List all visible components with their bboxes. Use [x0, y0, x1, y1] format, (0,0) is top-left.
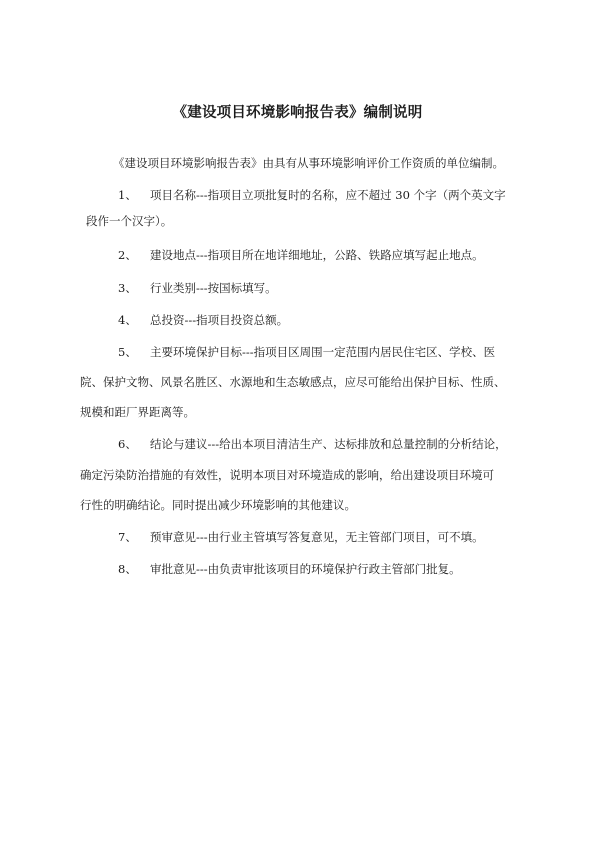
item-text-line: 结论与建议---给出本项目清洁生产、达标排放和总量控制的分析结论， [150, 437, 507, 451]
item-text-line: 总投资---指项目投资总额。 [150, 313, 289, 327]
item-number: 7、 [118, 530, 137, 544]
item-text-line: 行性的明确结论。同时提出减少环境影响的其他建议。 [80, 498, 356, 512]
item-text-line: 预审意见---由行业主管填写答复意见，无主管部门项目，可不填。 [150, 530, 484, 544]
item-number: 5、 [118, 345, 137, 359]
item-text-line: 行业类别---按国标填写。 [150, 281, 277, 295]
item-number: 6、 [118, 437, 137, 451]
item-text-line: 段作一个汉字）。 [86, 214, 173, 228]
item-text-line: 项目名称---指项目立项批复时的名称，应不超过 30 个字（两个英文字 [150, 188, 506, 202]
item-text-line: 审批意见---由负责审批该项目的环境保护行政主管部门批复。 [150, 562, 461, 576]
item-number: 1、 [118, 188, 137, 202]
item-text-line: 院、保护文物、风景名胜区、水源地和生态敏感点，应尽可能给出保护目标、性质、 [80, 375, 506, 389]
item-number: 8、 [118, 562, 137, 576]
document-title: 《建设项目环境影响报告表》编制说明 [172, 105, 423, 121]
item-number: 3、 [118, 281, 137, 295]
item-text-line: 建设地点---指项目所在地详细地址，公路、铁路应填写起止地点。 [150, 248, 484, 262]
item-text-line: 确定污染防治措施的有效性，说明本项目对环境造成的影响，给出建设项目环境可 [80, 468, 494, 482]
item-number: 2、 [118, 248, 137, 262]
item-text-line: 规模和距厂界距离等。 [80, 405, 195, 419]
item-text-line: 主要环境保护目标---指项目区周围一定范围内居民住宅区、学校、医 [150, 345, 496, 359]
item-number: 4、 [118, 313, 137, 327]
intro-text: 《建设项目环境影响报告表》由具有从事环境影响评价工作资质的单位编制。 [113, 156, 504, 170]
